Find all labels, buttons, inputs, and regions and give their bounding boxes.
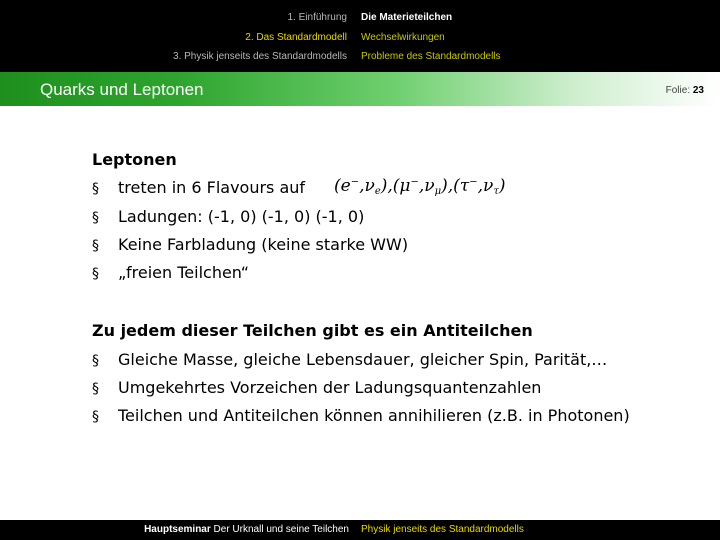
footer-topic: Physik jenseits des Standardmodells [361,524,524,535]
list-item [92,406,630,428]
slide-number [666,85,704,96]
list-item [92,263,249,285]
list-item-text: „freien Teilchen“ [118,263,250,282]
leptons-heading: Leptonen [92,150,177,169]
list-item-text: Teilchen und Antiteilchen können annihilieren (z.B. in Photonen) [118,406,630,425]
nav-section-beyond-standard-model[interactable]: 3. Physik jenseits des Standardmodells [173,51,347,62]
list-item-text: Gleiche Masse, gleiche Lebensdauer, gleicher Spin, Parität,… [118,350,608,369]
antiparticles-heading: Zu jedem dieser Teilchen gibt es ein Antiteilchen [92,321,533,340]
nav-section-introduction[interactable]: 1. Einführung [287,12,347,23]
bullet-icon: § [92,210,99,226]
list-item-text: Keine Farbladung (keine starke WW) [118,235,409,254]
nav-section-standard-model[interactable]: 2. Das Standardmodell [245,32,347,43]
list-item [92,207,364,229]
list-item [92,350,607,372]
top-navigation [0,0,720,72]
footer-seminar-bold: Hauptseminar [144,524,211,535]
nav-subsection-interactions[interactable]: Wechselwirkungen [361,32,445,43]
bullet-icon: § [92,381,99,397]
bullet-icon: § [92,238,99,254]
nav-subsection-problems[interactable]: Probleme des Standardmodells [361,51,501,62]
subsection-nav [355,0,720,72]
slide-title: Quarks und Leptonen [40,80,204,99]
bullet-icon: § [92,353,99,369]
bullet-icon: § [92,181,99,197]
footer-seminar [0,520,355,540]
lepton-doublets-formula: $(e^-,\nu_e),(\mu^-,\nu_\mu),(\tau^-,\nu_\tau)$ [334,176,506,197]
footer-bar [0,520,720,540]
list-item-text: Ladungen: (-1, 0) (-1, 0) (-1, 0) [118,207,365,226]
nav-subsection-matter-particles[interactable]: Die Materieteilchen [361,12,453,23]
slide-number-label: Folie: [665,85,691,96]
section-nav [0,0,355,72]
list-item [92,235,408,257]
list-item [92,378,541,400]
slide-number-value: 23 [692,85,704,96]
list-item-text: Umgekehrtes Vorzeichen der Ladungsquantenzahlen [118,378,542,397]
list-item [92,178,305,200]
footer-seminar-title: Der Urknall und seine Teilchen [210,524,349,535]
bullet-icon: § [92,266,99,282]
list-item-text: treten in 6 Flavours auf [118,178,306,197]
bullet-icon: § [92,409,99,425]
